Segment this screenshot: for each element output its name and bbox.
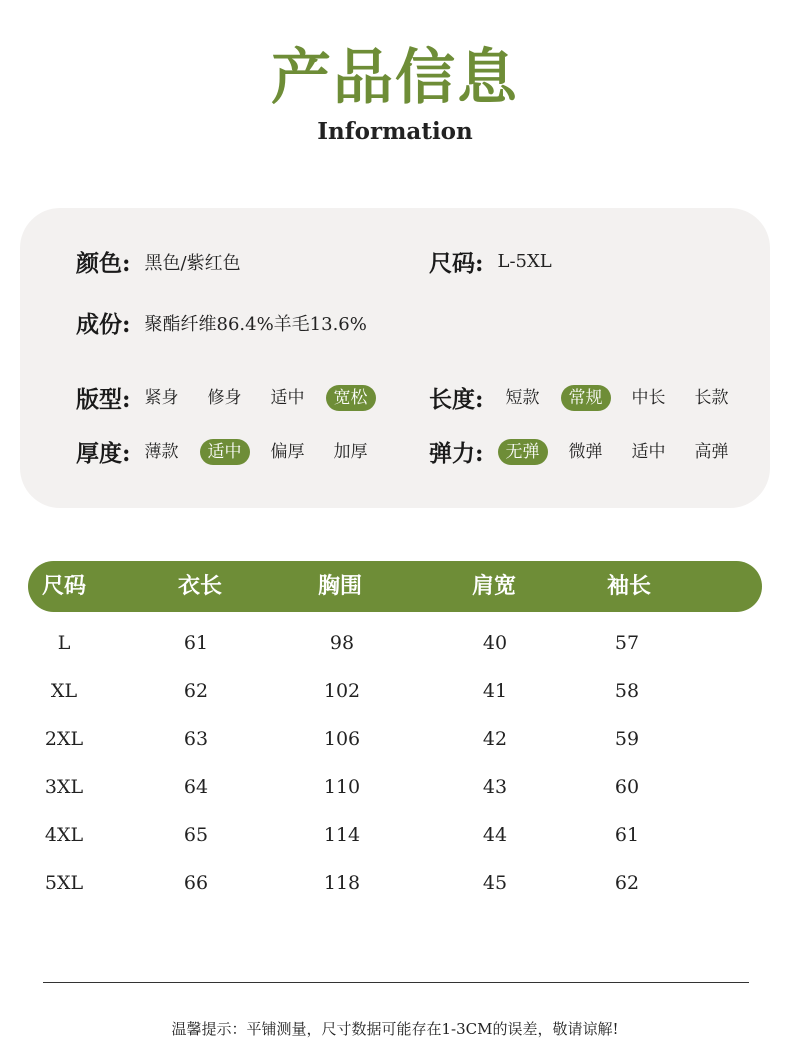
- table-cell: 5XL: [44, 872, 84, 894]
- col-header-length: 衣长: [177, 573, 222, 599]
- table-cell: 44: [482, 824, 508, 846]
- table-cell: 4XL: [44, 824, 84, 846]
- col-header-sleeve: 袖长: [606, 573, 651, 599]
- table-cell: 40: [482, 632, 508, 654]
- size-value: L-5XL: [497, 251, 552, 272]
- table-cell: 65: [183, 824, 209, 846]
- table-cell: 114: [323, 824, 361, 846]
- material-field: [76, 306, 367, 339]
- table-row: [0, 820, 790, 850]
- option: 中长: [631, 387, 666, 408]
- table-cell: L: [57, 632, 71, 654]
- table-cell: 62: [614, 872, 640, 894]
- elasticity-label: 弹力:: [429, 440, 484, 467]
- table-cell: 2XL: [44, 728, 84, 750]
- material-label: 成份:: [76, 311, 131, 338]
- col-header-chest: 胸围: [317, 573, 362, 599]
- table-row: [0, 628, 790, 658]
- table-cell: 41: [482, 680, 508, 702]
- table-cell: 59: [614, 728, 640, 750]
- color-value: 黑色/紫红色: [144, 252, 241, 274]
- col-header-size: 尺码: [41, 573, 86, 599]
- option: 短款: [505, 387, 540, 408]
- thickness-options: [137, 439, 389, 465]
- table-row: [0, 868, 790, 898]
- footer-note: 温馨提示：平铺测量，尺寸数据可能存在1-3CM的误差，敬请谅解!: [171, 1020, 619, 1038]
- page-subtitle: Information: [317, 118, 473, 145]
- option: 适中: [270, 387, 305, 408]
- material-value: 聚酯纤维86.4%羊毛13.6%: [144, 313, 367, 335]
- table-cell: 63: [183, 728, 209, 750]
- length-field: [429, 381, 750, 414]
- elasticity-options: [498, 439, 750, 465]
- table-row: [0, 676, 790, 706]
- table-cell: 45: [482, 872, 508, 894]
- option: 长款: [694, 387, 729, 408]
- option: 高弹: [694, 441, 729, 462]
- fit-options: [137, 385, 389, 411]
- size-label: 尺码:: [429, 250, 484, 277]
- table-cell: 42: [482, 728, 508, 750]
- table-cell: 102: [323, 680, 361, 702]
- table-cell: 61: [614, 824, 640, 846]
- table-cell: 66: [183, 872, 209, 894]
- option: 薄款: [144, 441, 179, 462]
- page-title: 产品信息: [271, 43, 519, 113]
- color-label: 颜色:: [76, 250, 131, 277]
- thickness-label: 厚度:: [76, 440, 131, 467]
- table-cell: 43: [482, 776, 508, 798]
- table-cell: XL: [50, 680, 78, 702]
- table-cell: 61: [183, 632, 209, 654]
- option: 微弹: [568, 441, 603, 462]
- table-cell: 106: [323, 728, 361, 750]
- option-selected: 无弹: [498, 439, 548, 465]
- size-field: [429, 245, 552, 278]
- option: 偏厚: [270, 441, 305, 462]
- length-options: [498, 385, 750, 411]
- fit-label: 版型:: [76, 386, 131, 413]
- table-cell: 118: [323, 872, 361, 894]
- table-cell: 98: [329, 632, 355, 654]
- size-table-header: [28, 561, 762, 612]
- option-selected: 宽松: [326, 385, 376, 411]
- color-field: [76, 245, 241, 278]
- option-selected: 常规: [561, 385, 611, 411]
- option: 修身: [207, 387, 242, 408]
- product-info-card: [20, 208, 770, 508]
- length-label: 长度:: [429, 386, 484, 413]
- table-cell: 110: [323, 776, 361, 798]
- table-cell: 58: [614, 680, 640, 702]
- elasticity-field: [429, 435, 750, 468]
- col-header-shoulder: 肩宽: [471, 573, 516, 599]
- table-row: [0, 724, 790, 754]
- option: 适中: [631, 441, 666, 462]
- table-cell: 57: [614, 632, 640, 654]
- table-cell: 62: [183, 680, 209, 702]
- option-selected: 适中: [200, 439, 250, 465]
- table-cell: 60: [614, 776, 640, 798]
- table-row: [0, 772, 790, 802]
- fit-field: [76, 381, 389, 414]
- table-cell: 3XL: [44, 776, 84, 798]
- thickness-field: [76, 435, 389, 468]
- divider: [43, 982, 749, 983]
- option: 紧身: [144, 387, 179, 408]
- table-cell: 64: [183, 776, 209, 798]
- option: 加厚: [333, 441, 368, 462]
